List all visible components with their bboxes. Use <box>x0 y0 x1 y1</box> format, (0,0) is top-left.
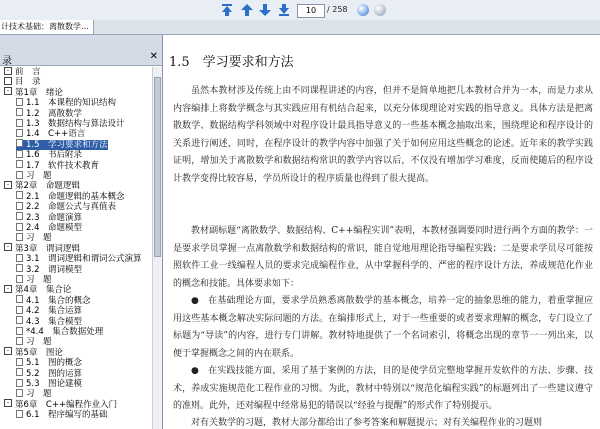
page-total: / 258 <box>327 5 348 14</box>
toc-item-label: 2.1 命题逻辑的基本概念 <box>26 191 125 202</box>
toc-item-label: 3.2 谓词模型 <box>26 264 83 275</box>
document-page <box>163 35 600 429</box>
toc-item-label: 4.1 集合的概念 <box>26 295 91 306</box>
toc-section-item[interactable] <box>16 98 116 108</box>
page-icon <box>16 410 23 418</box>
toc-section-item[interactable] <box>16 161 99 171</box>
paragraph: 教材副标题“离散数学、数据结构、C++编程实训”表明，本教材强调要同时进行两个方面的教学：一是要求学员掌握一点离散数学和数据结构的常识，能自觉地用理论指导编程实践；二是要求学员尽可能按照软件工业一线编程人员的要求完成编程作业，从中掌握科学的、严密的程序设计方法，养成规范化作业的概念和技能。具体要求如下： <box>173 226 593 289</box>
toc-panel <box>0 35 163 429</box>
toc-section-item[interactable] <box>16 213 82 223</box>
collapse-toggle-icon[interactable]: - <box>4 347 12 355</box>
page-icon <box>16 98 23 106</box>
toc-chapter-item[interactable] <box>4 400 117 410</box>
section-heading: 1.5 学习要求和方法 <box>169 55 294 70</box>
toc-section-item[interactable] <box>16 109 82 119</box>
page-icon <box>16 254 23 262</box>
page-icon <box>16 275 23 283</box>
toc-item-label: 第6章 C++编程作业入门 <box>15 399 118 410</box>
document-tab[interactable]: 计技术基础：离散数学… <box>0 20 94 34</box>
toc-section-item[interactable] <box>16 327 103 337</box>
toc-section-item[interactable] <box>16 275 52 285</box>
toc-section-item[interactable] <box>16 306 82 316</box>
prev-page-icon[interactable] <box>239 2 254 17</box>
toc-item-label: 习 题 <box>26 275 52 285</box>
toc-section-item[interactable] <box>16 317 82 327</box>
toc-section-item[interactable] <box>16 140 108 150</box>
toc-section-item[interactable] <box>16 358 82 368</box>
toc-item-label: 习 题 <box>26 337 52 348</box>
toc-item-label: 目 录 <box>15 77 41 88</box>
toc-section-item[interactable] <box>16 171 52 181</box>
toc-section-item[interactable] <box>16 410 108 420</box>
page-icon <box>16 223 23 231</box>
collapse-toggle-icon[interactable]: - <box>4 285 12 293</box>
close-icon[interactable]: ✕ <box>149 51 158 62</box>
collapse-toggle-icon[interactable]: - <box>4 243 12 251</box>
page-icon <box>16 316 23 324</box>
toc-section-item[interactable] <box>16 223 82 233</box>
page-icon <box>16 202 23 210</box>
toc-section-item[interactable] <box>16 265 82 275</box>
collapse-toggle-icon[interactable]: - <box>4 399 12 407</box>
toc-item-label: 2.4 命题模型 <box>26 223 83 233</box>
scrollbar-thumb[interactable] <box>154 77 161 257</box>
page-icon <box>16 191 23 199</box>
collapse-toggle-icon[interactable] <box>4 77 12 85</box>
toc-item-label: 5.1 图的概念 <box>26 358 83 369</box>
page-icon <box>16 306 23 314</box>
toc-item-label: 2.2 命题公式与真值表 <box>26 202 117 213</box>
toc-chapter-item[interactable] <box>4 88 63 98</box>
collapse-toggle-icon[interactable]: - <box>4 181 12 189</box>
toc-section-item[interactable] <box>16 337 52 347</box>
page-icon <box>16 150 23 158</box>
page-icon <box>16 295 23 303</box>
zoom-icon[interactable] <box>374 4 386 16</box>
go-icon[interactable] <box>357 4 369 16</box>
paragraph: ● 在基础理论方面，要求学员熟悉离散数学的基本概念，培养一定的抽象思维的能力，着重掌握应用这些基本概念解决实际问题的方法。在编排形式上，对于一些重要的或者要求理解的概念，专门设立了标题为“导读”的内容，进行专门讲解。教材特地提供了一个名词索引，将概念出现的章节一一列出来，以便于掌握概念之间的内在联系。 <box>173 296 593 359</box>
toc-header <box>0 35 162 66</box>
toc-item-label: 1.6 书后附录 <box>26 150 83 161</box>
toc-section-item[interactable] <box>16 254 142 264</box>
toc-item-label: 第1章 绪论 <box>15 87 63 98</box>
toc-chapter-item[interactable] <box>4 67 41 77</box>
page-icon <box>16 160 23 168</box>
toc-item-label: 第2章 命题逻辑 <box>15 181 80 192</box>
toc-chapter-item[interactable] <box>4 244 80 254</box>
page-icon <box>16 358 23 366</box>
toc-item-label: 第3章 谓词逻辑 <box>15 243 80 254</box>
toc-section-item[interactable] <box>16 233 52 243</box>
toc-item-label: 6.1 程序编写的基础 <box>26 410 108 421</box>
page-icon <box>16 233 23 241</box>
page-icon <box>16 108 23 116</box>
document-tab-strip <box>0 20 600 35</box>
toc-item-label: 1.7 软件技术教育 <box>26 160 100 171</box>
toc-item-label: 第5章 图论 <box>15 347 63 358</box>
toc-item-label: 5.3 图论建模 <box>26 379 83 389</box>
toc-item-label: 1.5 学习要求和方法 <box>26 139 108 150</box>
toc-item-label: 1.3 数据结构与算法设计 <box>26 119 125 129</box>
page-icon <box>16 212 23 220</box>
toc-item-label: 5.2 图的运算 <box>26 368 83 379</box>
toc-section-item[interactable] <box>16 296 91 306</box>
last-page-icon[interactable] <box>276 2 291 17</box>
toc-chapter-item[interactable] <box>4 181 80 191</box>
toc-item-label: 2.3 命题演算 <box>26 212 83 223</box>
page-icon <box>16 337 23 345</box>
toc-header-label: 录 <box>2 56 12 67</box>
toc-chapter-item[interactable] <box>4 285 71 295</box>
page-icon <box>16 389 23 397</box>
toc-scrollbar[interactable] <box>152 67 162 429</box>
paragraph: 虽然本教材涉及传统上由不同课程讲述的内容，但并不是简单地把几本教材合并为一本，而是力求从内容编排上将数学概念与其实践应用有机结合起来，以充分体现理论对实践的指导意义。具体方法是把离散数学、数据结构学科领域中对程序设计最具指导意义的一些基本概念抽取出来，围绕理论和程序设计的关系进行阐述，同时，在程序设计的教学内容中加强了关于如何应用这些概念的论述。近年来的教学实践证明，增加关于离散数学和数据结构常识的教学内容以后，不仅没有增加学习难度，反而使随后的程序设计教学变得比较容易，学员所设计的程序质量也得到了很大提高。 <box>173 86 593 184</box>
toc-section-item[interactable] <box>16 389 52 399</box>
toc-item-label: *4.4 集合数据处理 <box>26 327 104 337</box>
collapse-toggle-icon[interactable]: - <box>4 87 12 95</box>
toc-section-item[interactable] <box>16 379 82 389</box>
toc-tree <box>0 67 150 429</box>
paragraph: 对有关数学的习题，教材大部分都给出了参考答案和解题提示；对有关编程作业的习题则 <box>191 418 543 428</box>
toc-item-label: 4.2 集合运算 <box>26 306 83 317</box>
first-page-icon[interactable] <box>219 2 234 17</box>
page-icon <box>16 368 23 376</box>
toc-section-item[interactable] <box>16 129 85 139</box>
toc-section-item[interactable] <box>16 369 82 379</box>
page-icon <box>16 139 23 147</box>
page-icon <box>16 171 23 179</box>
toc-item-label: 习 题 <box>26 389 52 400</box>
toc-item-label: 1.2 离散数学 <box>26 108 83 119</box>
page-icon <box>16 379 23 387</box>
toc-item-label: 前 言 <box>15 67 41 77</box>
toc-section-item[interactable] <box>16 150 82 160</box>
toc-item-label: 习 题 <box>26 171 52 181</box>
toc-item-label: 第4章 集合论 <box>15 285 72 296</box>
page-number-input[interactable]: 10 <box>297 4 325 18</box>
toc-section-item[interactable] <box>16 192 125 202</box>
toc-chapter-item[interactable] <box>4 348 63 358</box>
toc-section-item[interactable] <box>16 119 125 129</box>
toc-chapter-item[interactable] <box>4 77 41 87</box>
toc-item-label: 习 题 <box>26 233 52 244</box>
page-icon <box>16 119 23 127</box>
toc-item-label: 4.3 集合模型 <box>26 316 83 327</box>
toc-item-label: 3.1 谓词逻辑和谓词公式演算 <box>26 254 142 265</box>
page-icon <box>16 327 23 335</box>
toc-item-label: 1.4 C++语言 <box>26 129 86 140</box>
toc-item-label: 1.1 本课程的知识结构 <box>26 98 117 109</box>
toc-section-item[interactable] <box>16 202 116 212</box>
page-icon <box>16 264 23 272</box>
paragraph: ● 在实践技能方面，采用了基于案例的方法，目的是使学员完整地掌握开发软件的方法、步骤、技术，养成实施规范化工程作业的习惯。为此，教材中特别以“规范化编程实践”的标题列出了一些建议遵守的准则。此外，还对编程中经常易犯的错误以“经验与提醒”的形式作了特别提示。 <box>173 366 593 411</box>
toolbar <box>0 0 600 21</box>
page-icon <box>16 129 23 137</box>
collapse-toggle-icon[interactable]: - <box>4 67 12 75</box>
next-page-icon[interactable] <box>257 2 272 17</box>
